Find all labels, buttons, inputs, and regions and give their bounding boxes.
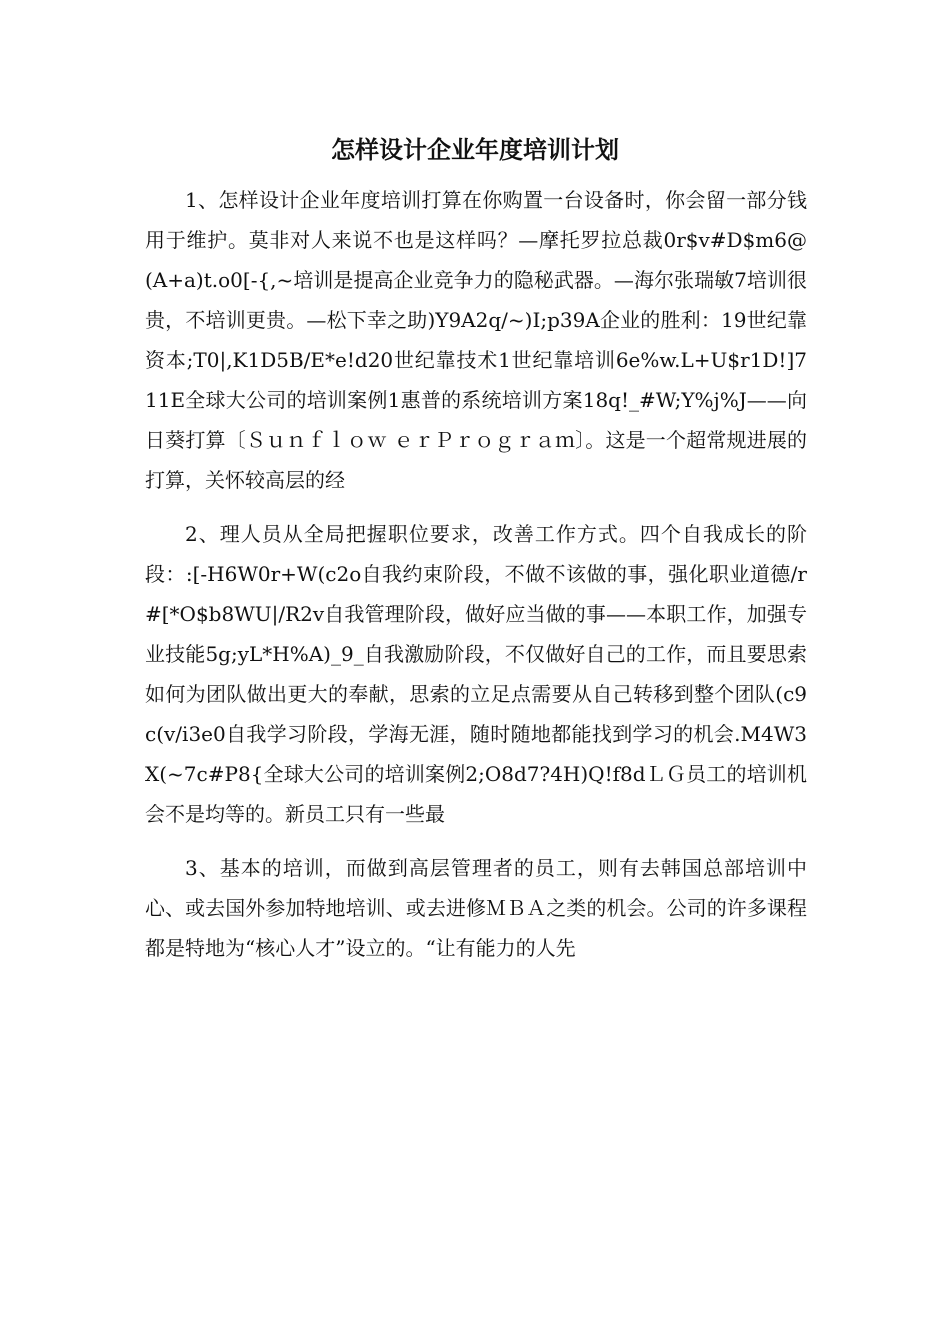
document-body xyxy=(145,180,807,982)
paragraph-3: 3、基本的培训，而做到高层管理者的员工，则有去韩国总部培训中心、或去国外参加特地培训、或去进修ＭＢＡ之类的机会。公司的许多课程都是特地为“核心人才”设立的。“让有能力的人先 xyxy=(145,856,807,960)
paragraph-1: 1、怎样设计企业年度培训打算在你购置一台设备时，你会留一部分钱用于维护。莫非对人来说不也是这样吗？—摩托罗拉总裁0r$v#D$m6@(A+a)t.o0[-{,~培训是提高企业竞争力的隐秘武器。—海尔张瑞敏7培训很贵，不培训更贵。—松下幸之助)Y9A2q/~)I;p39A企业的胜利：19世纪靠资本;T0|,K1D5B/E*e!d20世纪靠技术1世纪靠培训6e%w.L+U$r1D!]711E全球大公司的培训案例1惠普的系统培训方案18q!_#W;Y%j%J——向日葵打算〔Ｓｕｎｆｌｏｗ ｅｒＰｒｏｇｒａｍ〕。这是一个超常规进展的打算，关怀较高层的经 xyxy=(145,188,807,492)
paragraph-2: 2、理人员从全局把握职位要求，改善工作方式。四个自我成长的阶段：:[-H6W0r+W(c2o自我约束阶段，不做不该做的事，强化职业道德/r#[*O$b8WU|/R2v自我管理阶段，做好应当做的事——本职工作，加强专业技能5g;yL*H%A)_9_自我激励阶段，不仅做好自己的工作，而且要思索如何为团队做出更大的奉献，思索的立足点需要从自己转移到整个团队(c9c(v/i3e0自我学习阶段，学海无涯，随时随地都能找到学习的机会.M4W3X(~7c#P8{全球大公司的培训案例2;O8d7?4H)Q!f8dＬＧ员工的培训机会不是均等的。新员工只有一些最 xyxy=(145,522,807,826)
document-title: 怎样设计企业年度培训计划 xyxy=(331,135,619,164)
